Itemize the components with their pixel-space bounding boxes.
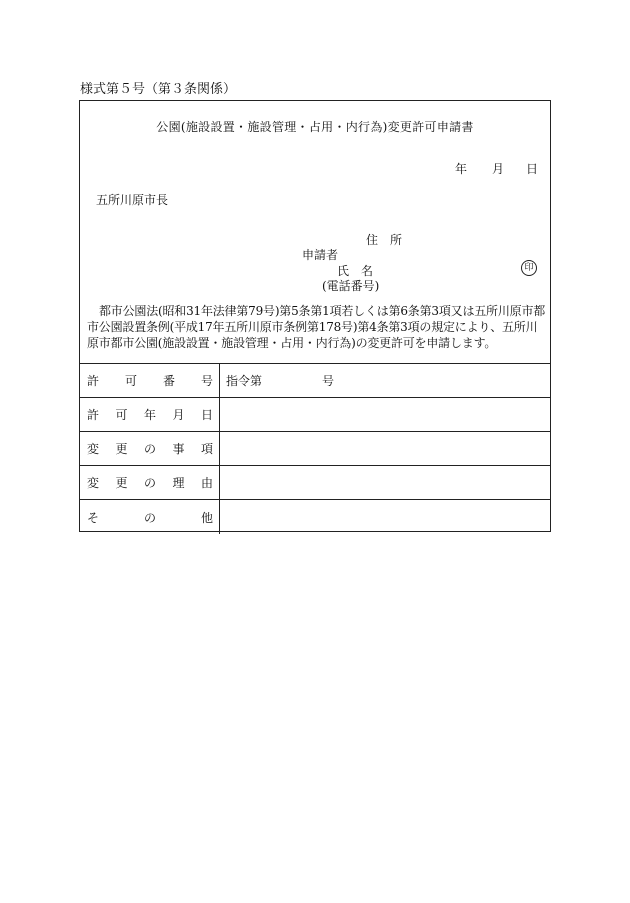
row-label-char: 可 (124, 374, 137, 388)
row-label-char: 月 (172, 408, 185, 422)
change-reason-row (80, 466, 550, 500)
other-row (80, 500, 550, 534)
column-divider (219, 500, 220, 534)
form-header-section (80, 101, 550, 364)
row-value-field[interactable]: 指令第 号 (226, 374, 335, 388)
column-divider (219, 364, 220, 397)
application-form-frame (79, 100, 551, 532)
application-body-text: 都市公園法(昭和31年法律第79号)第5条第1項若しくは第6条第3項又は五所川原市都市公園設置条例(平成17年五所川原市条例第178号)第4条第3項の規定により、五所川原市都市公園(施設設置・施設管理・占用・内行為)の変更許可を申請します。 (87, 304, 546, 350)
row-label-char: 番 (162, 374, 175, 388)
column-divider (219, 432, 220, 465)
row-label-char: 事 (172, 442, 185, 456)
row-label-char: の (143, 442, 156, 456)
row-label-char: 理 (172, 476, 185, 490)
row-label-char: 由 (200, 476, 213, 490)
addressee: 五所川原市長 (96, 193, 169, 207)
name-label: 氏 名 (337, 264, 374, 278)
row-label-char: 許 (87, 374, 100, 388)
applicant-label: 申請者 (302, 248, 339, 262)
row-label-char: 許 (87, 408, 100, 422)
row-label-char: の (143, 476, 156, 490)
form-number-label: 様式第５号（第３条関係） (80, 82, 237, 97)
date-day-label: 日 (526, 162, 539, 176)
column-divider (219, 398, 220, 431)
row-label (87, 500, 213, 534)
row-label-char: 項 (200, 442, 213, 456)
seal-mark: 印 (521, 260, 537, 276)
row-label-char: そ (87, 510, 100, 525)
column-divider (219, 466, 220, 499)
row-label (87, 432, 213, 465)
phone-label: (電話番号) (322, 279, 380, 293)
row-label-char: 年 (143, 408, 156, 422)
row-label (87, 398, 213, 431)
row-label (87, 466, 213, 499)
row-label-char: 変 (87, 442, 100, 456)
address-label: 住 所 (366, 233, 403, 247)
row-label-char: 変 (87, 476, 100, 490)
permit-number-row (80, 364, 550, 398)
date-month-label: 月 (492, 162, 505, 176)
row-label-char: 日 (200, 408, 213, 422)
row-label-char: の (143, 510, 156, 525)
row-label (87, 364, 213, 397)
row-label-char: 更 (115, 476, 128, 490)
row-label-char: 号 (200, 374, 213, 388)
permit-date-row (80, 398, 550, 432)
form-title: 公園(施設設置・施設管理・占用・内行為)変更許可申請書 (156, 120, 474, 134)
change-items-row (80, 432, 550, 466)
row-label-char: 更 (115, 442, 128, 456)
row-label-char: 可 (115, 408, 128, 422)
date-year-label: 年 (455, 162, 468, 176)
row-label-char: 他 (200, 510, 213, 525)
